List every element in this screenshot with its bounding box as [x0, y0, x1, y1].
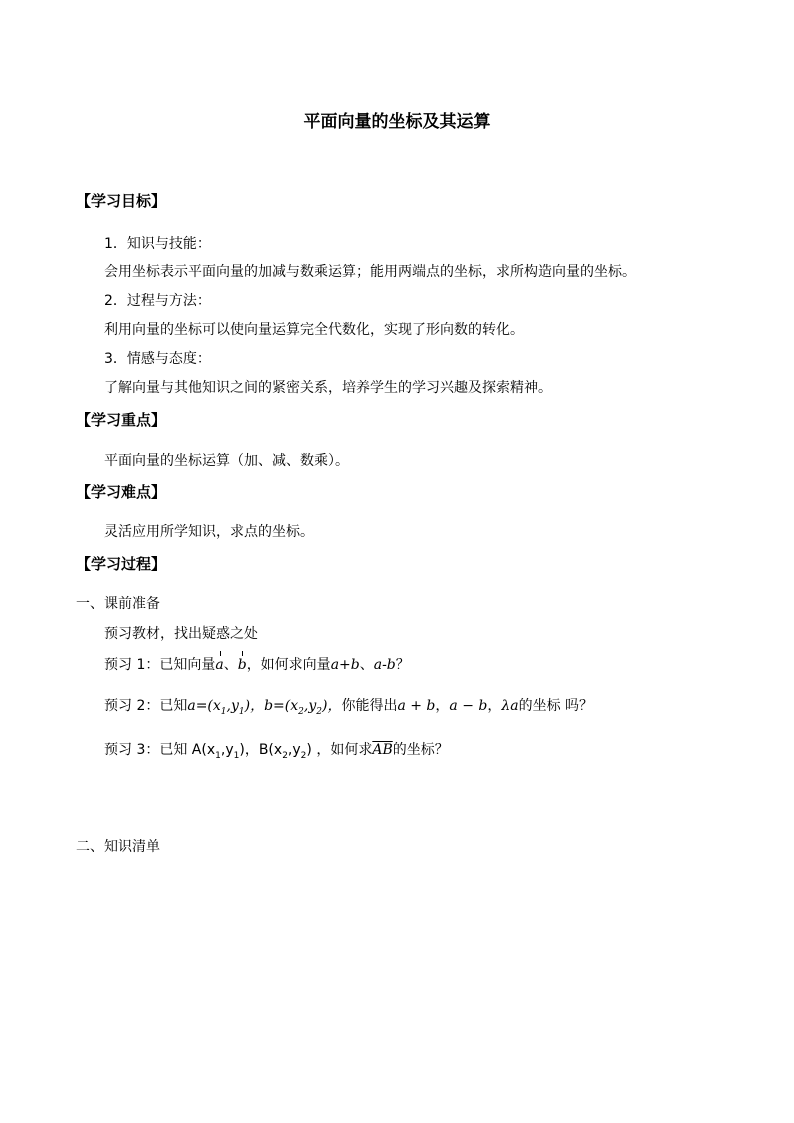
page-title: 平面向量的坐标及其运算: [303, 112, 491, 132]
preview-question-2: [104, 697, 593, 721]
q1-sep: 、: [223, 657, 238, 673]
q3-sub-x1: 1: [215, 750, 221, 761]
vector-ab: $\overline{AB}$: [372, 742, 393, 758]
sub-x2: 2: [298, 706, 304, 717]
b-eq: b=(x: [264, 698, 299, 714]
objective-3-label: 3．情感与态度：: [104, 351, 211, 367]
q3-sub-y1: 1: [233, 750, 240, 761]
q2-lambda-a: λa: [501, 698, 519, 714]
q2-comma2: ，: [487, 698, 502, 714]
objectives-heading: 【学习目标】: [76, 192, 167, 210]
preview-question-3: [104, 741, 449, 765]
q2-diff: a − b: [449, 698, 488, 714]
q3-m1: ,y: [220, 742, 234, 758]
objective-3-text: 了解向量与其他知识之间的紧密关系，培养学生的学习兴趣及探索精神。: [104, 380, 552, 396]
q1-mid: ，如何求向量: [246, 657, 331, 673]
objective-2-label: 2．过程与方法：: [104, 293, 211, 309]
q3-m3: ,y: [287, 742, 301, 758]
q3-end: 的坐标？: [392, 742, 449, 758]
q3-prefix: 预习 3：已知 A(x: [104, 742, 216, 758]
part1-heading: 一、课前准备: [76, 596, 160, 612]
vector-a: a: [215, 657, 224, 673]
b-mid: ,y: [303, 698, 317, 714]
preview-question-1: [104, 656, 410, 674]
difficulties-text: 灵活应用所学知识，求点的坐标。: [104, 524, 314, 540]
a-eq: a=(x: [187, 698, 221, 714]
b-end: )，: [321, 698, 342, 714]
sub-x1: 1: [220, 706, 227, 717]
sub-y1: 1: [238, 706, 245, 717]
a-mid: ,y: [226, 698, 239, 714]
q1-end: ？: [395, 657, 410, 673]
part1-intro: 预习教材，找出疑惑之处: [104, 626, 258, 642]
difficulties-heading: 【学习难点】: [76, 483, 167, 501]
q3-m2: )，B(x: [239, 742, 283, 758]
vector-sum: a+b: [330, 657, 360, 673]
a-end: )，: [244, 698, 265, 714]
q1-sep2: 、: [359, 657, 374, 673]
q3-sub-y2: 2: [300, 750, 307, 761]
objective-1-label: 1．知识与技能：: [104, 236, 211, 252]
q3-m4: ) ，如何求: [306, 742, 373, 758]
part2-heading: 二、知识清单: [76, 839, 160, 855]
q2-mid: 你能得出: [341, 698, 398, 714]
process-heading: 【学习过程】: [76, 555, 167, 573]
q1-prefix: 预习 1：已知向量: [104, 657, 216, 673]
vector-a-coord: [187, 698, 265, 717]
key-points-heading: 【学习重点】: [76, 411, 167, 429]
q2-sum: a + b: [397, 698, 436, 714]
q2-end: 的坐标 吗？: [518, 698, 594, 714]
sub-y2: 2: [316, 706, 322, 717]
q2-prefix: 预习 2：已知: [104, 698, 188, 714]
vector-diff: a-b: [373, 657, 396, 673]
q3-sub-x2: 2: [282, 750, 288, 761]
key-points-text: 平面向量的坐标运算（加、减、数乘）。: [104, 453, 349, 469]
vector-b-coord: [264, 698, 342, 717]
vector-b: b: [237, 657, 247, 673]
q2-comma1: ，: [435, 698, 450, 714]
objective-2-text: 利用向量的坐标可以使向量运算完全代数化，实现了形向数的转化。: [104, 322, 524, 338]
objective-1-text: 会用坐标表示平面向量的加减与数乘运算；能用两端点的坐标，求所构造向量的坐标。: [104, 264, 636, 280]
